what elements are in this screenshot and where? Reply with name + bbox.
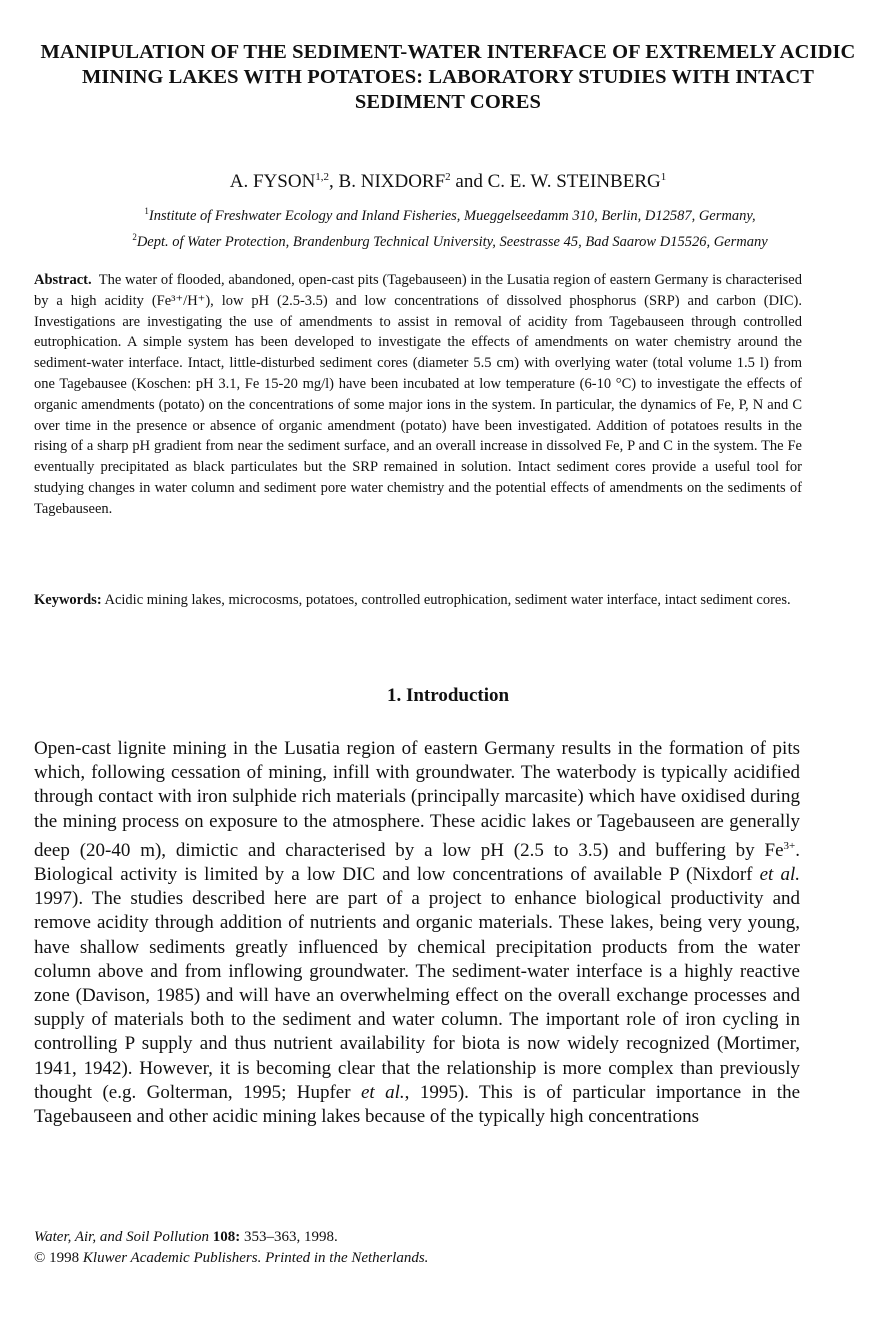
italic-et-al: et al.	[759, 864, 800, 886]
publisher-text: Kluwer Academic Publishers. Printed in the Netherlands.	[82, 1250, 429, 1266]
keywords-label: Keywords:	[34, 592, 102, 608]
abstract-label: Abstract.	[34, 272, 92, 288]
affiliation-text: Institute of Freshwater Ecology and Inland Fisheries, Mueggelseedamm 310, Berlin, D12587, Germany,	[148, 208, 756, 224]
section-heading: 1. Introduction	[386, 685, 510, 706]
introduction-paragraph	[34, 737, 800, 1129]
keywords	[34, 590, 802, 611]
journal-pages: 353–363, 1998.	[240, 1229, 338, 1245]
intro-text: . Biological activity is limited by a low DIC and low concentrations of available P (Nixdorf	[34, 839, 800, 886]
keywords-text: Acidic mining lakes, microcosms, potatoes, controlled eutrophication, sediment water interface, intact sediment cores.	[104, 592, 791, 608]
citation-line	[34, 1227, 734, 1248]
journal-footer	[34, 1227, 734, 1269]
journal-volume: 108:	[212, 1229, 241, 1245]
affiliations	[40, 201, 860, 253]
abstract	[34, 270, 802, 520]
affiliation-line	[40, 201, 860, 227]
copyright-year: © 1998	[34, 1250, 83, 1266]
abstract-text: The water of flooded, abandoned, open-cast pits (Tagebauseen) in the Lusatia region of eastern Germany is characterised by a high acidity (Fe³⁺/H⁺), low pH (2.5-3.5) and low concentrations of dissolved phosphorus (SRP) and carbon (DIC). Investigations are investigating the use of amendments to assist in removal of acidity from Tagebauseen through controlled eutrophication. A simple system has been developed to investigate the effects of amendments on water chemistry around the sediment-water interface. Intact, little-disturbed sediment cores (diameter 5.5 cm) with overlying water (total volume 1.5 l) from one Tagebausee (Koschen: pH 3.1, Fe 15-20 mg/l) have been incubated at low temperature (6-10 °C) to investigate the effects of organic amendments (potato) on the concentrations of some major ions in the system. In particular, the dynamics of Fe, P, N and C over time in the presence or absence of organic amendment (potato) have been investigated. Addition of potatoes results in the rising of a sharp pH gradient from near the sediment surface, and an overall increase in dissolved Fe, P and C in the system. The Fe eventually precipitated as black particulates but the SRP remained in solution. Intact sediment cores provide a useful tool for studying changes in water column and sediment pore water chemistry and the potential effects of amendments on the sediments of Tagebauseen.	[34, 272, 802, 517]
intro-text: , 1995). This is of particular importance in the Tagebauseen and other acidic mining lakes because of the typically high concentrations	[34, 1081, 801, 1128]
paper-title: MANIPULATION OF THE SEDIMENT-WATER INTERFACE OF EXTREMELY ACIDIC MINING LAKES WITH POTATOES: LABORATORY STUDIES WITH INTACT SEDIMENT CORES	[40, 41, 856, 113]
affiliation-text: Dept. of Water Protection, Brandenburg Technical University, Seestrasse 45, Bad Saarow D15526, Germany	[136, 234, 768, 250]
author-name: C. E. W. STEINBERG	[487, 171, 661, 192]
author-list	[30, 165, 866, 194]
author-affil-mark: 1,2	[315, 171, 330, 183]
affiliation-line	[40, 227, 860, 253]
copyright-line	[34, 1248, 734, 1269]
intro-text: Open-cast lignite mining in the Lusatia region of eastern Germany results in the formation of pits which, following cessation of mining, infill with groundwater. The waterbody is typically acidified through contact with iron sulphide rich materials (principally marcasite) which have oxidised during the mining process on exposure to the atmosphere. These acidic lakes or Tagebauseen are generally deep (20-40 m), dimictic and characterised by a low pH (2.5 to 3.5) and buffering by Fe	[34, 738, 800, 861]
superscript: 3+	[783, 839, 796, 852]
italic-et-al: et al.	[361, 1081, 405, 1103]
author-name: B. NIXDORF	[338, 171, 446, 192]
author-affil-mark: 1	[660, 171, 667, 183]
author-separator: ,	[329, 171, 339, 192]
author-affil-mark: 2	[445, 171, 451, 183]
affiliation-mark: 2	[132, 232, 137, 242]
intro-text: 1997). The studies described here are part of a project to enhance biological productivity and remove acidity through addition of nutrients and organic materials. These lakes, being very young, have shallow sediments greatly influenced by chemical precipitation products from the water column above and from inflowing groundwater. The sediment-water interface is a highly reactive zone (Davison, 1985) and will have an overwhelming effect on the overall exchange processes and supply of materials both to the sediment and water column. The important role of iron cycling in controlling P supply and thus nutrient availability for biota is now widely recognized (Mortimer, 1941, 1942). However, it is becoming clear that the relationship is more complex than previously thought (e.g. Golterman, 1995; Hupfer	[34, 888, 800, 1103]
affiliation-mark: 1	[144, 206, 149, 216]
journal-name: Water, Air, and Soil Pollution	[34, 1229, 210, 1245]
author-separator: and	[450, 171, 488, 192]
author-name: A. FYSON	[229, 171, 316, 192]
